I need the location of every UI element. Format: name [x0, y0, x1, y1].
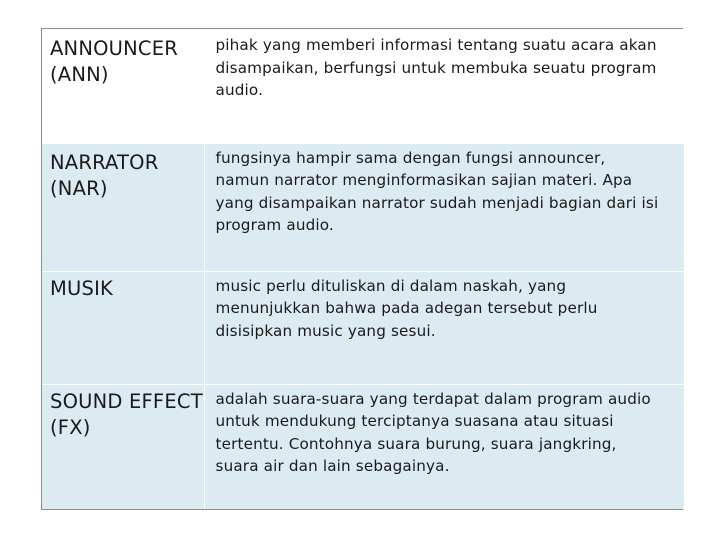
term-cell — [42, 384, 204, 509]
term-cell — [42, 29, 204, 143]
description-line: audio. — [215, 81, 264, 99]
description-line: suara air dan lain sebagainya. — [215, 457, 450, 475]
description-line: program audio. — [215, 216, 334, 234]
description-cell — [204, 384, 684, 509]
term-cell — [42, 271, 204, 384]
description-line: disampaikan, berfungsi untuk membuka seuatu program — [215, 58, 657, 77]
description-line: namun narrator menginformasikan sajian materi. Apa — [215, 171, 633, 189]
description-line: pihak yang memberi informasi tentang suatu acara akan — [215, 36, 657, 54]
table-row-announcer — [42, 29, 684, 143]
table-row-narrator — [42, 143, 684, 271]
term-text: ANNOUNCER — [50, 37, 179, 60]
term-text: NARRATOR — [50, 150, 159, 174]
description-line: untuk mendukung terciptanya suasana atau situasi — [215, 412, 614, 430]
term-abbrev: (ANN) — [50, 63, 109, 86]
glossary-table — [42, 29, 684, 509]
description-line: fungsinya hampir sama dengan fungsi announcer, — [215, 148, 606, 167]
description-cell — [204, 271, 684, 384]
description-line: yang disampaikan narrator sudah menjadi bagian dari isi — [215, 193, 659, 212]
description-cell — [204, 143, 684, 271]
term-abbrev: (NAR) — [50, 176, 108, 200]
glossary-table-container — [41, 28, 683, 510]
term-text: SOUND EFFECT — [50, 389, 203, 413]
term-cell — [42, 143, 204, 271]
term-text: MUSIK — [50, 276, 114, 300]
table-row-sound-effect — [42, 384, 684, 509]
description-line: adalah suara-suara yang terdapat dalam program audio — [215, 389, 651, 408]
description-cell — [204, 29, 684, 143]
description-line: music perlu dituliskan di dalam naskah, yang — [215, 276, 567, 295]
term-abbrev: (FX) — [50, 415, 91, 439]
description-line: disisipkan music yang sesui. — [215, 321, 436, 340]
description-line: menunjukkan bahwa pada adegan tersebut perlu — [215, 299, 598, 317]
table-row-musik — [42, 271, 684, 384]
description-line: tertentu. Contohnya suara burung, suara jangkring, — [215, 434, 617, 453]
